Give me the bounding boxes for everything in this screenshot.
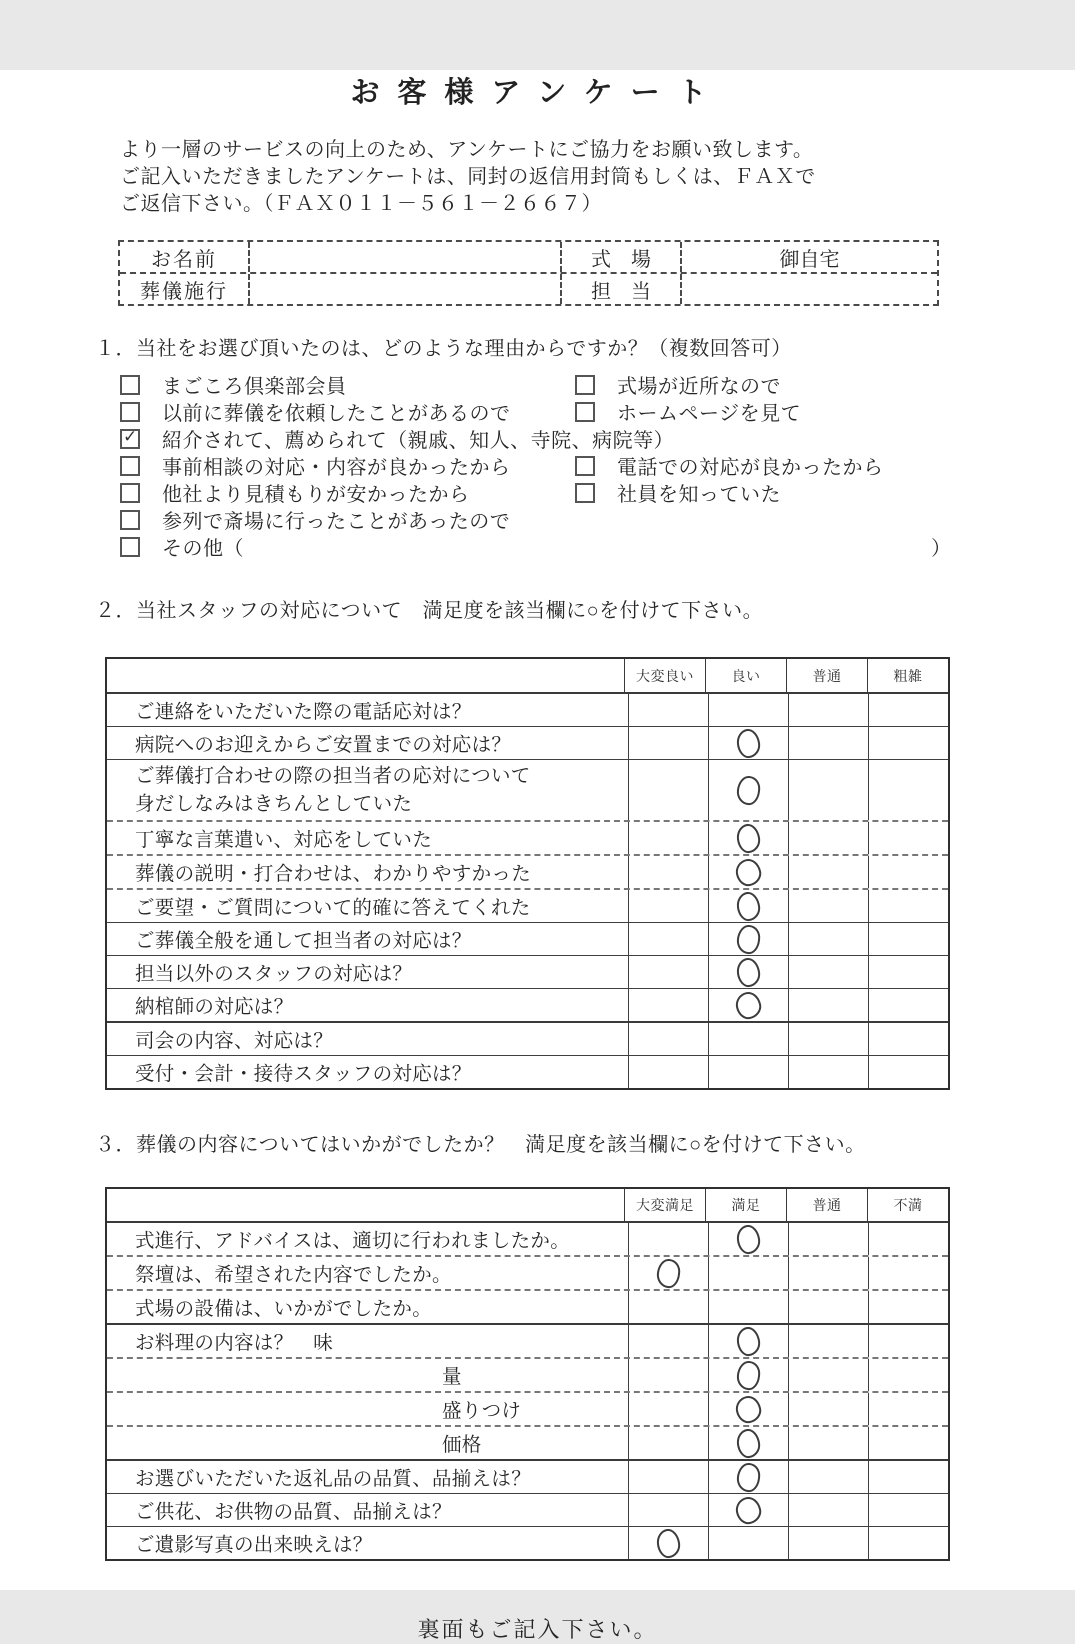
rating-cell[interactable] [628, 1023, 708, 1055]
table-row [107, 1357, 948, 1391]
survey-page [0, 70, 1075, 1642]
rating-cell[interactable] [788, 1527, 868, 1559]
rating-cell[interactable] [708, 822, 788, 854]
intro-line: より一層のサービスの向上のため、アンケートにご協力をお願い致します。 [120, 139, 814, 161]
rating-cell[interactable] [628, 1461, 708, 1493]
rating-cell[interactable] [628, 923, 708, 955]
question2-title: ２．当社スタッフの対応について 満足度を該当欄に○を付けて下さい。 [95, 600, 764, 622]
venue-field[interactable]: 御自宅 [779, 248, 840, 271]
row-label: ご葬儀全般を通して担当者の対応は？ [135, 930, 472, 952]
rating-cell[interactable] [628, 890, 708, 922]
rating-cell[interactable] [788, 923, 868, 955]
q1-option [120, 505, 510, 534]
content-rating-table [105, 1187, 950, 1561]
q1-option [120, 451, 575, 480]
rating-cell[interactable] [788, 1461, 868, 1493]
rating-cell[interactable] [628, 1527, 708, 1559]
row-label: 担当以外のスタッフの対応は？ [135, 963, 413, 985]
rating-cell[interactable] [868, 1494, 948, 1526]
table-row [107, 955, 948, 988]
q1-option-label: 事前相談の対応・内容が良かったから [162, 457, 511, 479]
rating-cell[interactable] [788, 760, 868, 820]
row-label: 盛りつけ [442, 1400, 522, 1422]
table-row [107, 1459, 948, 1493]
row-label: 丁寧な言葉遣い、対応をしていた [135, 829, 433, 851]
checkbox-icon[interactable] [120, 483, 140, 503]
rating-cell[interactable] [788, 1023, 868, 1055]
rating-cell[interactable] [868, 822, 948, 854]
table-row [107, 820, 948, 854]
table-row [107, 1255, 948, 1289]
checkbox-icon[interactable] [120, 456, 140, 476]
checkbox-icon[interactable] [120, 402, 140, 422]
q1-option [575, 370, 781, 399]
row-label: ご遺影写真の出来映えは？ [135, 1534, 373, 1556]
row-label: お選びいただいた返礼品の品質、品揃えは？ [135, 1468, 532, 1490]
q1-option [120, 397, 575, 426]
q1-option-label: 参列で斎場に行ったことがあったので [162, 511, 511, 533]
table-row [107, 922, 948, 955]
rating-cell[interactable] [788, 1359, 868, 1391]
selection-circle-icon [735, 1325, 761, 1357]
row-label-line1: ご葬儀打合わせの際の担当者の応対について [135, 765, 531, 787]
q1-option-label: 以前に葬儀を依頼したことがあるので [162, 403, 511, 425]
rating-cell[interactable] [788, 727, 868, 759]
column-header: 良い [705, 659, 786, 692]
column-header: 普通 [786, 659, 867, 692]
rating-cell[interactable] [868, 856, 948, 888]
rating-cell[interactable] [868, 1527, 948, 1559]
rating-cell[interactable] [708, 694, 788, 726]
rating-cell[interactable] [708, 956, 788, 988]
checkbox-icon[interactable] [575, 375, 595, 395]
rating-cell[interactable] [628, 1291, 708, 1323]
row-label: ご要望・ご質問について的確に答えてくれた [135, 897, 531, 919]
checkbox-checked-icon[interactable] [120, 429, 140, 449]
rating-cell[interactable] [628, 760, 708, 820]
selection-circle-icon [735, 822, 761, 854]
checkbox-icon[interactable] [120, 537, 140, 557]
table-row [107, 1493, 948, 1526]
table-row [107, 694, 948, 726]
q1-option-label: 紹介されて、薦められて（親戚、知人、寺院、病院等） [162, 430, 675, 452]
selection-circle-icon [735, 1427, 761, 1459]
column-header: 満足 [705, 1189, 786, 1221]
row-label: ご連絡をいただいた際の電話応対は？ [135, 701, 472, 723]
rating-cell[interactable] [788, 1223, 868, 1255]
table-row [107, 1526, 948, 1559]
table-header-row [107, 659, 948, 694]
rating-cell[interactable] [788, 1427, 868, 1459]
rating-cell[interactable] [868, 989, 948, 1021]
q1-option-label: 社員を知っていた [617, 484, 781, 506]
q1-option [120, 370, 575, 399]
rating-cell[interactable] [708, 1494, 788, 1526]
footer-note: 裏面もご記入下さい。 [417, 1617, 658, 1642]
table-row [107, 759, 948, 820]
question1-title: １．当社をお選び頂いたのは、どのような理由からですか？（複数回答可） [95, 338, 792, 360]
rating-cell[interactable] [868, 727, 948, 759]
rating-cell[interactable] [788, 1291, 868, 1323]
selection-circle-icon [735, 1223, 761, 1255]
rating-cell[interactable] [788, 1056, 868, 1088]
row-label: 葬儀の説明・打合わせは、わかりやすかった [135, 863, 532, 885]
rating-cell[interactable] [628, 822, 708, 854]
q1-option-label: 式場が近所なので [617, 376, 781, 398]
rating-cell[interactable] [708, 1359, 788, 1391]
q1-option-label: まごころ倶楽部会員 [162, 376, 347, 398]
name-field[interactable] [250, 242, 562, 272]
info-box [118, 240, 939, 306]
staff-field[interactable] [682, 274, 937, 304]
name-label: お名前 [120, 242, 250, 272]
rating-cell[interactable] [628, 1056, 708, 1088]
rating-cell[interactable] [628, 1393, 708, 1425]
table-row [107, 1223, 948, 1255]
rating-cell[interactable] [868, 956, 948, 988]
rating-cell[interactable] [868, 694, 948, 726]
page-title: お客様アンケート [350, 77, 725, 109]
question1-options [0, 371, 1075, 560]
table-row [107, 1391, 948, 1425]
rating-cell[interactable] [868, 760, 948, 820]
intro-line: ご返信下さい。（ＦＡＸ０１１－５６１－２６６７） [120, 193, 602, 215]
selection-circle-icon [736, 923, 762, 954]
rating-cell[interactable] [788, 956, 868, 988]
row-label: お料理の内容は？ 味 [135, 1332, 334, 1354]
selection-circle-icon [736, 1461, 762, 1492]
execution-field[interactable] [250, 274, 562, 304]
rating-cell[interactable] [708, 1257, 788, 1289]
rating-cell[interactable] [708, 760, 788, 820]
rating-cell[interactable] [868, 1359, 948, 1391]
row-label: 式進行、アドバイスは、適切に行われましたか。 [135, 1230, 571, 1252]
rating-cell[interactable] [868, 1291, 948, 1323]
table-row [107, 988, 948, 1021]
row-label: 祭壇は、希望された内容でしたか。 [135, 1264, 452, 1286]
rating-cell[interactable] [708, 890, 788, 922]
table-header-row [107, 1189, 948, 1223]
staff-rating-table [105, 657, 950, 1090]
rating-cell[interactable] [708, 1291, 788, 1323]
q1-option-label: ホームページを見て [617, 403, 802, 425]
table-row [107, 888, 948, 922]
venue-label: 式 場 [562, 242, 682, 272]
row-label: 量 [442, 1366, 462, 1388]
q1-option-label: 電話での対応が良かったから [617, 457, 884, 479]
rating-cell[interactable] [868, 1056, 948, 1088]
intro-line: ご記入いただきましたアンケートは、同封の返信用封筒もしくは、ＦＡＸで [120, 166, 816, 188]
intro-paragraph [120, 137, 1075, 218]
checkbox-icon[interactable] [120, 375, 140, 395]
rating-cell[interactable] [708, 923, 788, 955]
rating-cell[interactable] [868, 1325, 948, 1357]
rating-cell[interactable] [868, 1023, 948, 1055]
checkbox-icon[interactable] [575, 483, 595, 503]
rating-cell[interactable] [628, 956, 708, 988]
selection-circle-icon [735, 890, 761, 922]
column-header: 大変良い [624, 659, 705, 692]
checkbox-icon[interactable] [575, 456, 595, 476]
rating-cell[interactable] [628, 1223, 708, 1255]
selection-circle-icon [736, 1359, 762, 1390]
rating-cell[interactable] [788, 890, 868, 922]
selection-circle-icon [733, 856, 763, 888]
staff-label: 担 当 [562, 274, 682, 304]
table-row [107, 726, 948, 759]
info-row-bottom [120, 272, 937, 304]
selection-circle-icon [735, 727, 761, 759]
rating-cell[interactable] [788, 694, 868, 726]
table-row [107, 1289, 948, 1323]
checkbox-icon[interactable] [120, 510, 140, 530]
rating-cell[interactable] [628, 856, 708, 888]
row-label: 受付・会計・接待スタッフの対応は？ [135, 1063, 472, 1085]
rating-cell[interactable] [708, 1325, 788, 1357]
rating-cell[interactable] [868, 1461, 948, 1493]
selection-circle-icon [655, 1527, 681, 1559]
table-row [107, 854, 948, 888]
rating-cell[interactable] [628, 989, 708, 1021]
table-row [107, 1425, 948, 1459]
question3-title: ３．葬儀の内容についてはいかがでしたか？ 満足度を該当欄に○を付けて下さい。 [95, 1134, 866, 1156]
rating-cell[interactable] [708, 1056, 788, 1088]
column-header: 大変満足 [624, 1189, 705, 1221]
row-label-line2: 身だしなみはきちんとしていた [135, 793, 413, 815]
selection-circle-icon [656, 1257, 682, 1288]
rating-cell[interactable] [788, 989, 868, 1021]
checkbox-icon[interactable] [575, 402, 595, 422]
q1-option-checked [120, 424, 674, 453]
rating-cell[interactable] [868, 1427, 948, 1459]
other-close-paren: ） [931, 538, 951, 560]
rating-cell[interactable] [708, 856, 788, 888]
q1-option [575, 451, 884, 480]
selection-circle-icon [733, 1494, 763, 1526]
rating-cell[interactable] [708, 1527, 788, 1559]
rating-cell[interactable] [708, 989, 788, 1021]
rating-cell[interactable] [628, 1359, 708, 1391]
rating-cell[interactable] [708, 1023, 788, 1055]
q1-option [120, 478, 575, 507]
table-row [107, 1323, 948, 1357]
rating-cell[interactable] [628, 1494, 708, 1526]
rating-cell[interactable] [868, 1257, 948, 1289]
row-label: 病院へのお迎えからご安置までの対応は？ [135, 734, 512, 756]
rating-cell[interactable] [868, 1393, 948, 1425]
selection-circle-icon [733, 989, 763, 1021]
q1-option-label: 他社より見積もりが安かったから [162, 484, 470, 506]
rating-cell[interactable] [628, 727, 708, 759]
q1-option [575, 478, 781, 507]
execution-label: 葬儀施行 [120, 274, 250, 304]
rating-cell[interactable] [788, 1325, 868, 1357]
rating-cell[interactable] [628, 1427, 708, 1459]
rating-cell[interactable] [868, 923, 948, 955]
rating-cell[interactable] [868, 1223, 948, 1255]
table-row [107, 1021, 948, 1055]
rating-cell[interactable] [788, 1494, 868, 1526]
selection-circle-icon [736, 774, 762, 805]
selection-circle-icon [735, 956, 761, 988]
rating-cell[interactable] [708, 1461, 788, 1493]
rating-cell[interactable] [708, 727, 788, 759]
column-header: 普通 [786, 1189, 867, 1221]
rating-cell[interactable] [788, 822, 868, 854]
rating-cell[interactable] [788, 1257, 868, 1289]
column-header: 不満 [867, 1189, 948, 1221]
rating-cell[interactable] [628, 694, 708, 726]
rating-cell[interactable] [708, 1427, 788, 1459]
q1-option-label: その他（ [162, 538, 244, 560]
rating-cell[interactable] [708, 1223, 788, 1255]
rating-cell[interactable] [628, 1257, 708, 1289]
row-label: 式場の設備は、いかがでしたか。 [135, 1298, 433, 1320]
rating-cell[interactable] [788, 1393, 868, 1425]
info-row-top [120, 242, 937, 272]
rating-cell[interactable] [628, 1325, 708, 1357]
q1-option-other [120, 532, 244, 561]
rating-cell[interactable] [788, 856, 868, 888]
row-label: 司会の内容、対応は？ [135, 1030, 334, 1052]
row-label: ご供花、お供物の品質、品揃えは？ [135, 1501, 452, 1523]
row-label [107, 760, 628, 820]
rating-cell[interactable] [708, 1393, 788, 1425]
column-header: 粗雑 [867, 659, 948, 692]
header-spacer [107, 659, 624, 692]
table-row [107, 1055, 948, 1088]
header-spacer [107, 1189, 624, 1221]
q1-option [575, 397, 801, 426]
row-label: 価格 [442, 1434, 482, 1456]
row-label: 納棺師の対応は？ [135, 996, 294, 1018]
rating-cell[interactable] [868, 890, 948, 922]
selection-circle-icon [733, 1393, 763, 1425]
